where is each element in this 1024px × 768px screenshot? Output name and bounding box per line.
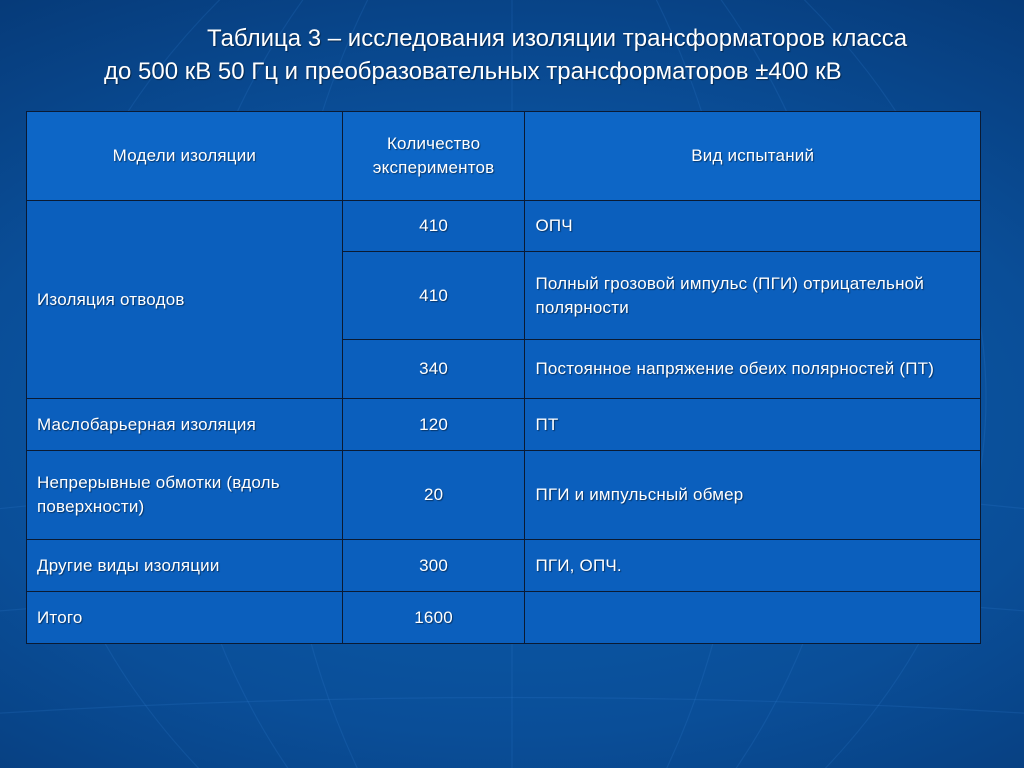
slide-title <box>0 22 1024 88</box>
cell-count: 410 <box>342 201 525 252</box>
cell-test: ПГИ и импульсный обмер <box>525 451 981 540</box>
table-row <box>27 451 981 540</box>
cell-total-count: 1600 <box>342 592 525 644</box>
header-test-type: Вид испытаний <box>525 112 981 201</box>
cell-count: 20 <box>342 451 525 540</box>
cell-count: 410 <box>342 252 525 340</box>
cell-test: ПГИ, ОПЧ. <box>525 540 981 592</box>
cell-test: Постоянное напряжение обеих полярностей (ПТ) <box>525 340 981 399</box>
table-header-row <box>27 112 981 201</box>
table-total-row <box>27 592 981 644</box>
table-row <box>27 201 981 252</box>
cell-count: 300 <box>342 540 525 592</box>
title-line-2: до 500 кВ 50 Гц и преобразовательных трансформаторов ±400 кВ <box>104 58 842 85</box>
table-row <box>27 540 981 592</box>
cell-test: ПТ <box>525 399 981 451</box>
cell-count: 120 <box>342 399 525 451</box>
cell-model: Непрерывные обмотки (вдоль поверхности) <box>27 451 343 540</box>
title-line-1: Таблица 3 – исследования изоляции трансформаторов класса <box>207 25 908 52</box>
cell-total-label: Итого <box>27 592 343 644</box>
cell-model: Маслобарьерная изоляция <box>27 399 343 451</box>
header-models: Модели изоляции <box>27 112 343 201</box>
cell-model: Другие виды изоляции <box>27 540 343 592</box>
insulation-research-table <box>26 111 981 644</box>
cell-count: 340 <box>342 340 525 399</box>
cell-model: Изоляция отводов <box>27 201 343 399</box>
cell-test: Полный грозовой импульс (ПГИ) отрицательной полярности <box>525 252 981 340</box>
cell-test: ОПЧ <box>525 201 981 252</box>
table-row <box>27 399 981 451</box>
header-count: Количество экспериментов <box>342 112 525 201</box>
cell-total-test <box>525 592 981 644</box>
